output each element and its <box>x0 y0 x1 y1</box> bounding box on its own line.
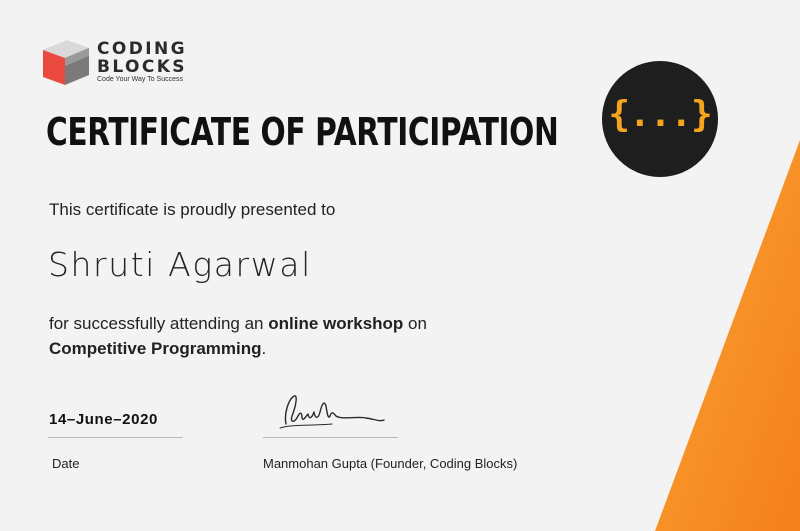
certificate-title: CERTIFICATE OF PARTICIPATION <box>46 110 559 154</box>
signatory-label: Manmohan Gupta (Founder, Coding Blocks) <box>263 456 518 471</box>
code-badge <box>602 61 718 177</box>
logo-wordmark-line1: CODING <box>97 39 187 59</box>
cube-logo-icon <box>41 38 91 88</box>
logo-tagline: Code Your Way To Success <box>97 76 183 83</box>
subject-name: Competitive Programming <box>49 339 262 358</box>
body-line-2 <box>49 339 266 359</box>
logo-wordmark-line2: BLOCKS <box>97 57 187 77</box>
recipient-name: Shruti Agarwal <box>48 245 312 284</box>
date-label: Date <box>52 456 80 471</box>
body-line-1 <box>49 314 427 334</box>
date-value: 14–June–2020 <box>49 411 158 428</box>
signature-image <box>272 390 392 435</box>
subject-suffix: . <box>261 339 267 358</box>
coding-blocks-logo <box>41 38 201 88</box>
body-suffix: on <box>403 314 427 333</box>
code-braces-icon: {...} <box>608 94 712 135</box>
presented-text: This certificate is proudly presented to <box>49 200 336 219</box>
signature-divider <box>263 437 398 438</box>
date-divider <box>48 437 183 438</box>
body-prefix: for successfully attending an <box>49 314 269 333</box>
body-bold-workshop: online workshop <box>268 314 404 333</box>
